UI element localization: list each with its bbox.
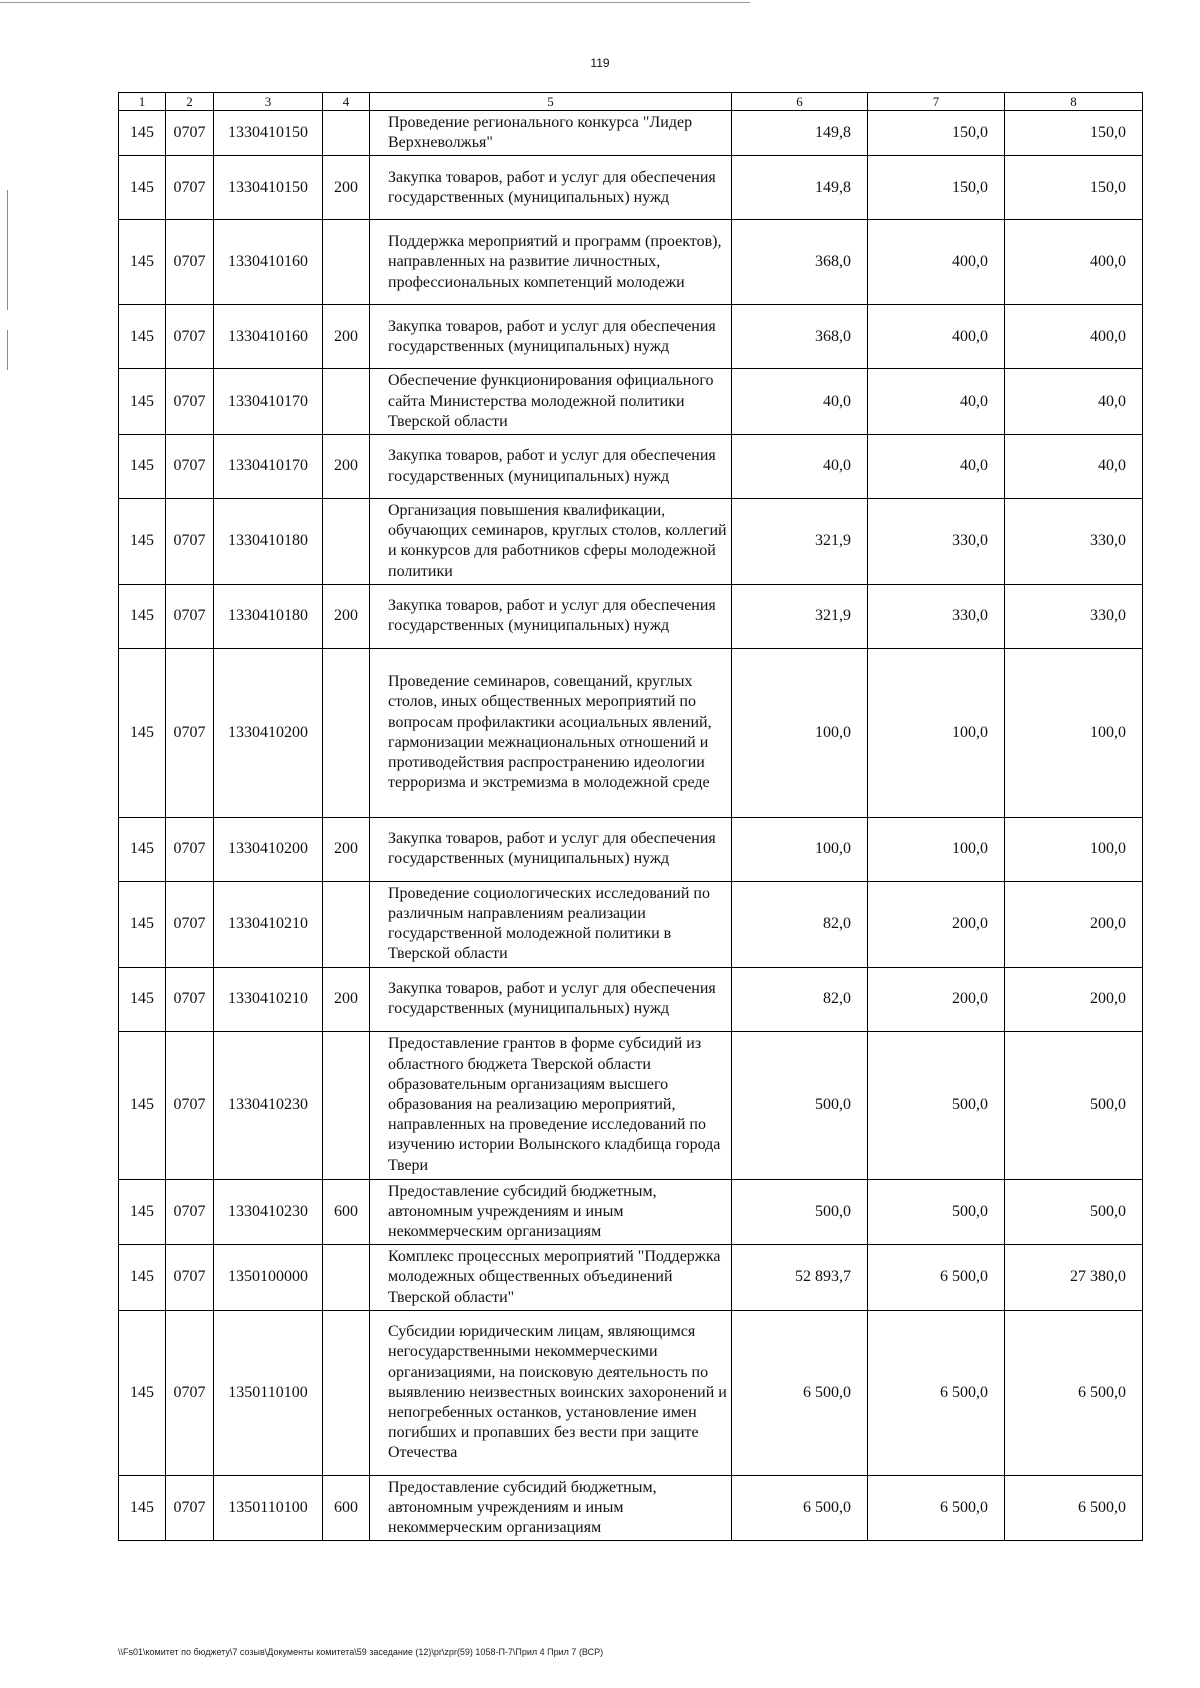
table-row: [119, 305, 1143, 369]
agency-code-cell: 145: [119, 156, 166, 220]
amount-col6-cell: 149,8: [732, 111, 868, 156]
amount-col8-cell: 6 500,0: [1005, 1475, 1143, 1541]
file-path-footer: \\Fs01\комитет по бюджету\7 созыв\Документы комитета\59 заседание (12)\pr\zpr(59) 1058-П-7\Прил 4 Прил 7 (ВСР): [118, 1647, 604, 1657]
agency-code-cell: 145: [119, 499, 166, 585]
description-cell: Обеспечение функционирования официального сайта Министерства молодежной политики Тверской области: [370, 369, 732, 435]
amount-col8-cell: 6 500,0: [1005, 1310, 1143, 1475]
scan-margin-mark: [7, 330, 8, 370]
section-code-cell: 0707: [166, 1179, 214, 1245]
amount-col6-cell: 368,0: [732, 220, 868, 305]
amount-col8-cell: 500,0: [1005, 1031, 1143, 1179]
amount-col6-cell: 52 893,7: [732, 1245, 868, 1311]
table-row: [119, 967, 1143, 1031]
section-code-cell: 0707: [166, 220, 214, 305]
amount-col8-cell: 200,0: [1005, 881, 1143, 967]
amount-col8-cell: 150,0: [1005, 156, 1143, 220]
amount-col7-cell: 40,0: [868, 369, 1005, 435]
section-code-cell: 0707: [166, 584, 214, 648]
table-row: [119, 1475, 1143, 1541]
agency-code-cell: 145: [119, 817, 166, 881]
amount-col6-cell: 500,0: [732, 1031, 868, 1179]
agency-code-cell: 145: [119, 111, 166, 156]
target-article-cell: 1330410150: [214, 156, 323, 220]
page-number: 119: [590, 56, 610, 70]
description-cell: Комплекс процессных мероприятий "Поддержка молодежных общественных объединений Тверской области": [370, 1245, 732, 1311]
amount-col8-cell: 400,0: [1005, 220, 1143, 305]
column-header: 3: [214, 93, 323, 111]
agency-code-cell: 145: [119, 435, 166, 499]
agency-code-cell: 145: [119, 1179, 166, 1245]
section-code-cell: 0707: [166, 435, 214, 499]
expense-type-cell: 200: [323, 435, 370, 499]
expense-type-cell: [323, 648, 370, 817]
amount-col8-cell: 200,0: [1005, 967, 1143, 1031]
amount-col6-cell: 6 500,0: [732, 1475, 868, 1541]
target-article-cell: 1330410170: [214, 435, 323, 499]
budget-table: [118, 92, 1143, 1541]
amount-col7-cell: 500,0: [868, 1179, 1005, 1245]
description-cell: Закупка товаров, работ и услуг для обеспечения государственных (муниципальных) нужд: [370, 435, 732, 499]
agency-code-cell: 145: [119, 220, 166, 305]
amount-col7-cell: 150,0: [868, 156, 1005, 220]
section-code-cell: 0707: [166, 499, 214, 585]
column-header: 5: [370, 93, 732, 111]
agency-code-cell: 145: [119, 1245, 166, 1311]
amount-col7-cell: 330,0: [868, 499, 1005, 585]
amount-col8-cell: 100,0: [1005, 817, 1143, 881]
amount-col7-cell: 100,0: [868, 817, 1005, 881]
expense-type-cell: [323, 499, 370, 585]
target-article-cell: 1330410180: [214, 499, 323, 585]
column-header: 6: [732, 93, 868, 111]
target-article-cell: 1330410210: [214, 881, 323, 967]
expense-type-cell: 600: [323, 1179, 370, 1245]
amount-col8-cell: 27 380,0: [1005, 1245, 1143, 1311]
target-article-cell: 1350110100: [214, 1310, 323, 1475]
section-code-cell: 0707: [166, 817, 214, 881]
amount-col6-cell: 82,0: [732, 881, 868, 967]
section-code-cell: 0707: [166, 156, 214, 220]
description-cell: Закупка товаров, работ и услуг для обеспечения государственных (муниципальных) нужд: [370, 817, 732, 881]
section-code-cell: 0707: [166, 1310, 214, 1475]
expense-type-cell: 200: [323, 305, 370, 369]
target-article-cell: 1330410210: [214, 967, 323, 1031]
amount-col6-cell: 100,0: [732, 817, 868, 881]
description-cell: Проведение регионального конкурса "Лидер Верхневолжья": [370, 111, 732, 156]
amount-col6-cell: 40,0: [732, 435, 868, 499]
agency-code-cell: 145: [119, 305, 166, 369]
amount-col7-cell: 400,0: [868, 220, 1005, 305]
table-row: [119, 1031, 1143, 1179]
expense-type-cell: 200: [323, 817, 370, 881]
expense-type-cell: [323, 1245, 370, 1311]
expense-type-cell: 600: [323, 1475, 370, 1541]
section-code-cell: 0707: [166, 1031, 214, 1179]
section-code-cell: 0707: [166, 967, 214, 1031]
target-article-cell: 1350100000: [214, 1245, 323, 1311]
amount-col6-cell: 6 500,0: [732, 1310, 868, 1475]
amount-col8-cell: 40,0: [1005, 369, 1143, 435]
target-article-cell: 1330410180: [214, 584, 323, 648]
table-row: [119, 817, 1143, 881]
expense-type-cell: 200: [323, 156, 370, 220]
table-row: [119, 499, 1143, 585]
table-row: [119, 111, 1143, 156]
target-article-cell: 1350110100: [214, 1475, 323, 1541]
agency-code-cell: 145: [119, 648, 166, 817]
table-row: [119, 435, 1143, 499]
agency-code-cell: 145: [119, 967, 166, 1031]
section-code-cell: 0707: [166, 1475, 214, 1541]
section-code-cell: 0707: [166, 881, 214, 967]
amount-col8-cell: 150,0: [1005, 111, 1143, 156]
expense-type-cell: [323, 111, 370, 156]
amount-col6-cell: 321,9: [732, 499, 868, 585]
amount-col6-cell: 149,8: [732, 156, 868, 220]
description-cell: Закупка товаров, работ и услуг для обеспечения государственных (муниципальных) нужд: [370, 967, 732, 1031]
amount-col8-cell: 330,0: [1005, 499, 1143, 585]
description-cell: Закупка товаров, работ и услуг для обеспечения государственных (муниципальных) нужд: [370, 305, 732, 369]
table-row: [119, 220, 1143, 305]
target-article-cell: 1330410230: [214, 1179, 323, 1245]
target-article-cell: 1330410200: [214, 817, 323, 881]
agency-code-cell: 145: [119, 1475, 166, 1541]
table-row: [119, 648, 1143, 817]
description-cell: Предоставление субсидий бюджетным, автономным учреждениям и иным некоммерческим организациям: [370, 1179, 732, 1245]
table-row: [119, 369, 1143, 435]
description-cell: Предоставление грантов в форме субсидий из областного бюджета Тверской области образовательным организациям высшего образования на реализацию мероприятий, направленных на проведение исследований по изучению истории Волынского кладбища города Твери: [370, 1031, 732, 1179]
scan-top-rule: [0, 2, 750, 3]
column-number-row: [119, 93, 1143, 111]
expense-type-cell: [323, 1031, 370, 1179]
section-code-cell: 0707: [166, 648, 214, 817]
amount-col8-cell: 400,0: [1005, 305, 1143, 369]
target-article-cell: 1330410150: [214, 111, 323, 156]
agency-code-cell: 145: [119, 1310, 166, 1475]
description-cell: Организация повышения квалификации, обучающих семинаров, круглых столов, коллегий и конкурсов для работников сферы молодежной политики: [370, 499, 732, 585]
target-article-cell: 1330410230: [214, 1031, 323, 1179]
target-article-cell: 1330410160: [214, 305, 323, 369]
expense-type-cell: [323, 220, 370, 305]
description-cell: Проведение социологических исследований по различным направлениям реализации государственной молодежной политики в Тверской области: [370, 881, 732, 967]
agency-code-cell: 145: [119, 584, 166, 648]
section-code-cell: 0707: [166, 111, 214, 156]
amount-col7-cell: 100,0: [868, 648, 1005, 817]
scan-margin-mark: [7, 190, 8, 310]
table-row: [119, 881, 1143, 967]
amount-col7-cell: 6 500,0: [868, 1475, 1005, 1541]
description-cell: Субсидии юридическим лицам, являющимся негосударственными некоммерческими организациями, на поисковую деятельность по выявлению неизвестных воинских захоронений и непогребенных останков, установление имен погибших и пропавших без вести при защите Отечества: [370, 1310, 732, 1475]
section-code-cell: 0707: [166, 305, 214, 369]
amount-col8-cell: 100,0: [1005, 648, 1143, 817]
target-article-cell: 1330410160: [214, 220, 323, 305]
expense-type-cell: [323, 881, 370, 967]
amount-col6-cell: 500,0: [732, 1179, 868, 1245]
column-header: 2: [166, 93, 214, 111]
amount-col8-cell: 40,0: [1005, 435, 1143, 499]
table-row: [119, 156, 1143, 220]
section-code-cell: 0707: [166, 1245, 214, 1311]
table-row: [119, 1179, 1143, 1245]
description-cell: Закупка товаров, работ и услуг для обеспечения государственных (муниципальных) нужд: [370, 584, 732, 648]
amount-col7-cell: 400,0: [868, 305, 1005, 369]
amount-col7-cell: 40,0: [868, 435, 1005, 499]
expense-type-cell: [323, 1310, 370, 1475]
description-cell: Предоставление субсидий бюджетным, автономным учреждениям и иным некоммерческим организациям: [370, 1475, 732, 1541]
table-row: [119, 1245, 1143, 1311]
agency-code-cell: 145: [119, 1031, 166, 1179]
amount-col6-cell: 321,9: [732, 584, 868, 648]
agency-code-cell: 145: [119, 881, 166, 967]
amount-col7-cell: 200,0: [868, 967, 1005, 1031]
expense-type-cell: [323, 369, 370, 435]
amount-col7-cell: 6 500,0: [868, 1310, 1005, 1475]
column-header: 4: [323, 93, 370, 111]
target-article-cell: 1330410170: [214, 369, 323, 435]
column-header: 1: [119, 93, 166, 111]
description-cell: Проведение семинаров, совещаний, круглых столов, иных общественных мероприятий по вопросам профилактики асоциальных явлений, гармонизации межнациональных отношений и противодействия распространению идеологии терроризма и экстремизма в молодежной среде: [370, 648, 732, 817]
amount-col7-cell: 500,0: [868, 1031, 1005, 1179]
section-code-cell: 0707: [166, 369, 214, 435]
amount-col7-cell: 150,0: [868, 111, 1005, 156]
amount-col6-cell: 100,0: [732, 648, 868, 817]
column-header: 8: [1005, 93, 1143, 111]
description-cell: Закупка товаров, работ и услуг для обеспечения государственных (муниципальных) нужд: [370, 156, 732, 220]
target-article-cell: 1330410200: [214, 648, 323, 817]
expense-type-cell: 200: [323, 584, 370, 648]
amount-col6-cell: 40,0: [732, 369, 868, 435]
agency-code-cell: 145: [119, 369, 166, 435]
amount-col6-cell: 82,0: [732, 967, 868, 1031]
amount-col8-cell: 500,0: [1005, 1179, 1143, 1245]
expense-type-cell: 200: [323, 967, 370, 1031]
amount-col7-cell: 6 500,0: [868, 1245, 1005, 1311]
table-row: [119, 584, 1143, 648]
column-header: 7: [868, 93, 1005, 111]
description-cell: Поддержка мероприятий и программ (проектов), направленных на развитие личностных, профессиональных компетенций молодежи: [370, 220, 732, 305]
table-row: [119, 1310, 1143, 1475]
amount-col6-cell: 368,0: [732, 305, 868, 369]
amount-col8-cell: 330,0: [1005, 584, 1143, 648]
amount-col7-cell: 200,0: [868, 881, 1005, 967]
amount-col7-cell: 330,0: [868, 584, 1005, 648]
